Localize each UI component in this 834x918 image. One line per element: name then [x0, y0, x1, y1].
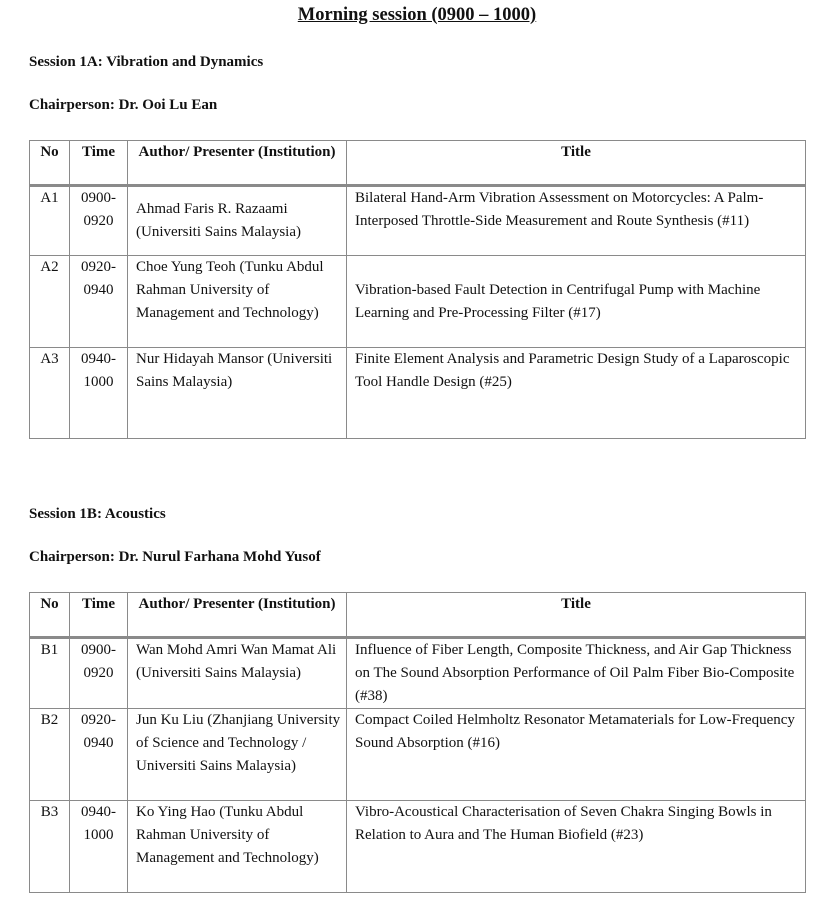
session-1a-table: [29, 140, 806, 439]
row-no: B3: [30, 801, 70, 893]
header-author: Author/ Presenter (Institution): [128, 593, 347, 638]
table-row: [30, 638, 806, 709]
row-title: Vibration-based Fault Detection in Centrifugal Pump with Machine Learning and Pre-Processing Filter (#17): [347, 256, 806, 348]
table-row: [30, 801, 806, 893]
row-title: Influence of Fiber Length, Composite Thickness, and Air Gap Thickness on The Sound Absorption Performance of Oil Palm Fiber Bio-Composite (#38): [347, 638, 806, 709]
header-time: Time: [70, 141, 128, 186]
row-time: 0920-0940: [70, 256, 128, 348]
header-author: Author/ Presenter (Institution): [128, 141, 347, 186]
table-header-row: [30, 593, 806, 638]
page-title: Morning session (0900 – 1000): [297, 5, 537, 25]
header-title: Title: [347, 141, 806, 186]
row-time: 0900-0920: [70, 186, 128, 256]
row-author: Jun Ku Liu (Zhanjiang University of Science and Technology / Universiti Sains Malaysia): [128, 709, 347, 801]
row-title: Compact Coiled Helmholtz Resonator Metamaterials for Low-Frequency Sound Absorption (#16): [347, 709, 806, 801]
session-1b-heading: Session 1B: Acoustics: [29, 506, 166, 522]
row-title: Bilateral Hand-Arm Vibration Assessment on Motorcycles: A Palm-Interposed Throttle-Side Measurement and Route Synthesis (#11): [347, 186, 806, 256]
row-author: Wan Mohd Amri Wan Mamat Ali (Universiti Sains Malaysia): [128, 638, 347, 709]
row-no: A3: [30, 348, 70, 439]
session-1a-chairperson: Chairperson: Dr. Ooi Lu Ean: [29, 97, 218, 113]
header-time: Time: [70, 593, 128, 638]
header-no: No: [30, 141, 70, 186]
row-time: 0920-0940: [70, 709, 128, 801]
row-time: 0940-1000: [70, 348, 128, 439]
session-1a-heading: Session 1A: Vibration and Dynamics: [29, 54, 264, 70]
table-row: [30, 348, 806, 439]
row-author: Choe Yung Teoh (Tunku Abdul Rahman University of Management and Technology): [128, 256, 347, 348]
row-no: A2: [30, 256, 70, 348]
row-title: Vibro-Acoustical Characterisation of Seven Chakra Singing Bowls in Relation to Aura and The Human Biofield (#23): [347, 801, 806, 893]
header-no: No: [30, 593, 70, 638]
session-1b-table: [29, 592, 806, 893]
header-title: Title: [347, 593, 806, 638]
row-time: 0900-0920: [70, 638, 128, 709]
row-author: Ahmad Faris R. Razaami (Universiti Sains Malaysia): [128, 186, 347, 256]
table-row: [30, 709, 806, 801]
table-row: [30, 186, 806, 256]
row-author: Nur Hidayah Mansor (Universiti Sains Malaysia): [128, 348, 347, 439]
row-author: Ko Ying Hao (Tunku Abdul Rahman University of Management and Technology): [128, 801, 347, 893]
row-no: A1: [30, 186, 70, 256]
row-no: B2: [30, 709, 70, 801]
row-time: 0940-1000: [70, 801, 128, 893]
table-header-row: [30, 141, 806, 186]
row-no: B1: [30, 638, 70, 709]
session-1b-chairperson: Chairperson: Dr. Nurul Farhana Mohd Yusof: [29, 549, 321, 565]
row-title: Finite Element Analysis and Parametric Design Study of a Laparoscopic Tool Handle Design (#25): [347, 348, 806, 439]
table-row: [30, 256, 806, 348]
